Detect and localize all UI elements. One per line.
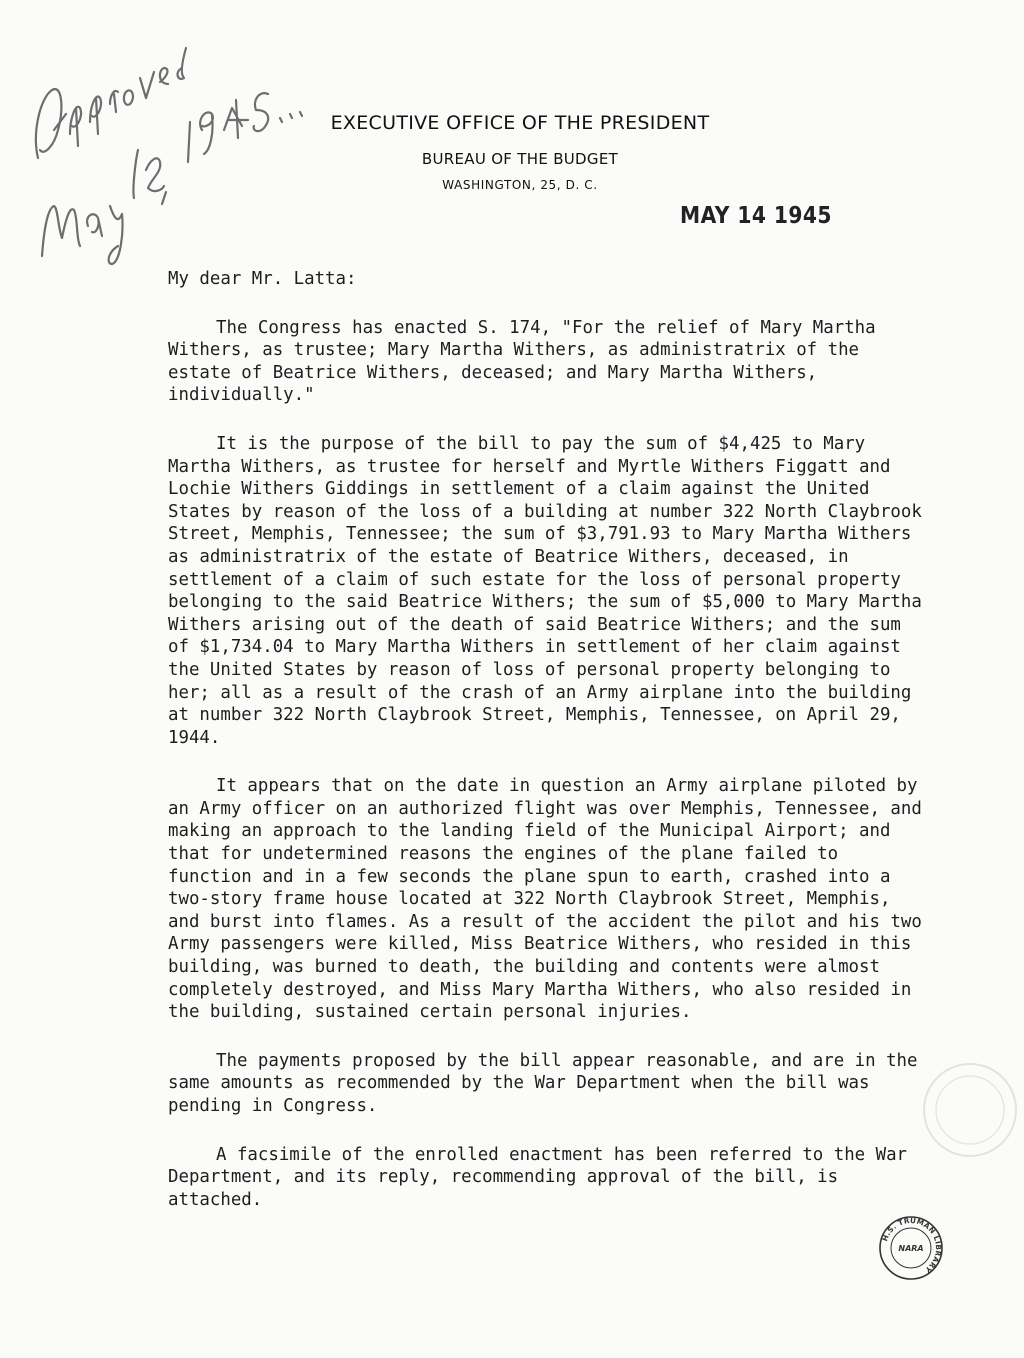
date-stamp: MAY 14 1945 xyxy=(680,203,832,229)
paragraph: A facsimile of the enrolled enactment has been referred to the War Department, and its reply, recommending approval of the bill, is attached. xyxy=(168,1144,908,1210)
archive-stamp-ring-text: H.S. TRUMAN LIBRARY xyxy=(880,1215,944,1275)
archive-library-stamp xyxy=(878,1215,944,1281)
archive-stamp-center-text: NARA xyxy=(898,1244,924,1253)
salutation: My dear Mr. Latta: xyxy=(168,269,357,289)
paragraph: It is the purpose of the bill to pay the sum of $4,425 to Mary Martha Withers, as trustee for herself and Myrtle Withers Figgatt and Lochie Withers Giddings in settlement of a claim against the United States by reason of the loss of a building at number 322 North Claybrook Street, Memphis, Tennessee; the sum of $3,791.93 to Mary Martha Withers as administratrix of the estate of Beatrice Withers, deceased, in settlement of a claim of such estate for the loss of personal property belonging to the said Beatrice Withers; the sum of $5,000 to Mary Martha Withers arising out of the death of said Beatrice Withers; and the sum of $1,734.04 to Mary Martha Withers in settlement of her claim against the United States by reason of loss of personal property belonging to her; all as a result of the crash of an Army airplane into the building at number 322 North Claybrook Street, Memphis, Tennessee, on April 29, 1944. xyxy=(168,433,922,748)
letterhead-bureau: BUREAU OF THE BUDGET xyxy=(421,150,619,168)
paragraph: The payments proposed by the bill appear reasonable, and are in the same amounts as recommended by the War Department when the bill was pending in Congress. xyxy=(168,1050,918,1116)
paragraph: It appears that on the date in question an Army airplane piloted by an Army officer on an authorized flight was over Memphis, Tennessee, and making an approach to the landing field of the Municipal Airport; and that for undetermined reasons the engines of the plane failed to function and in a few seconds the plane spun to earth, crashed into a two-story frame house located at 322 North Claybrook Street, Memphis, and burst into flames. As a result of the accident the pilot and his two Army passengers were killed, Miss Beatrice Withers, who resided in this building, was burned to death, the building and contents were almost completely destroyed, and Miss Mary Martha Withers, who also resided in the building, sustained certain personal injuries. xyxy=(168,776,922,1023)
letterhead-office: EXECUTIVE OFFICE OF THE PRESIDENT xyxy=(330,112,710,134)
letterhead-location: WASHINGTON, 25, D. C. xyxy=(442,178,598,192)
letter-body xyxy=(168,268,928,1237)
embossed-seal-mark xyxy=(920,1060,1020,1160)
paragraph: The Congress has enacted S. 174, "For the relief of Mary Martha Withers, as trustee; Mary Martha Withers, as administratrix of the estate of Beatrice Withers, deceased; and Mary Martha Withers, individually." xyxy=(168,317,876,406)
